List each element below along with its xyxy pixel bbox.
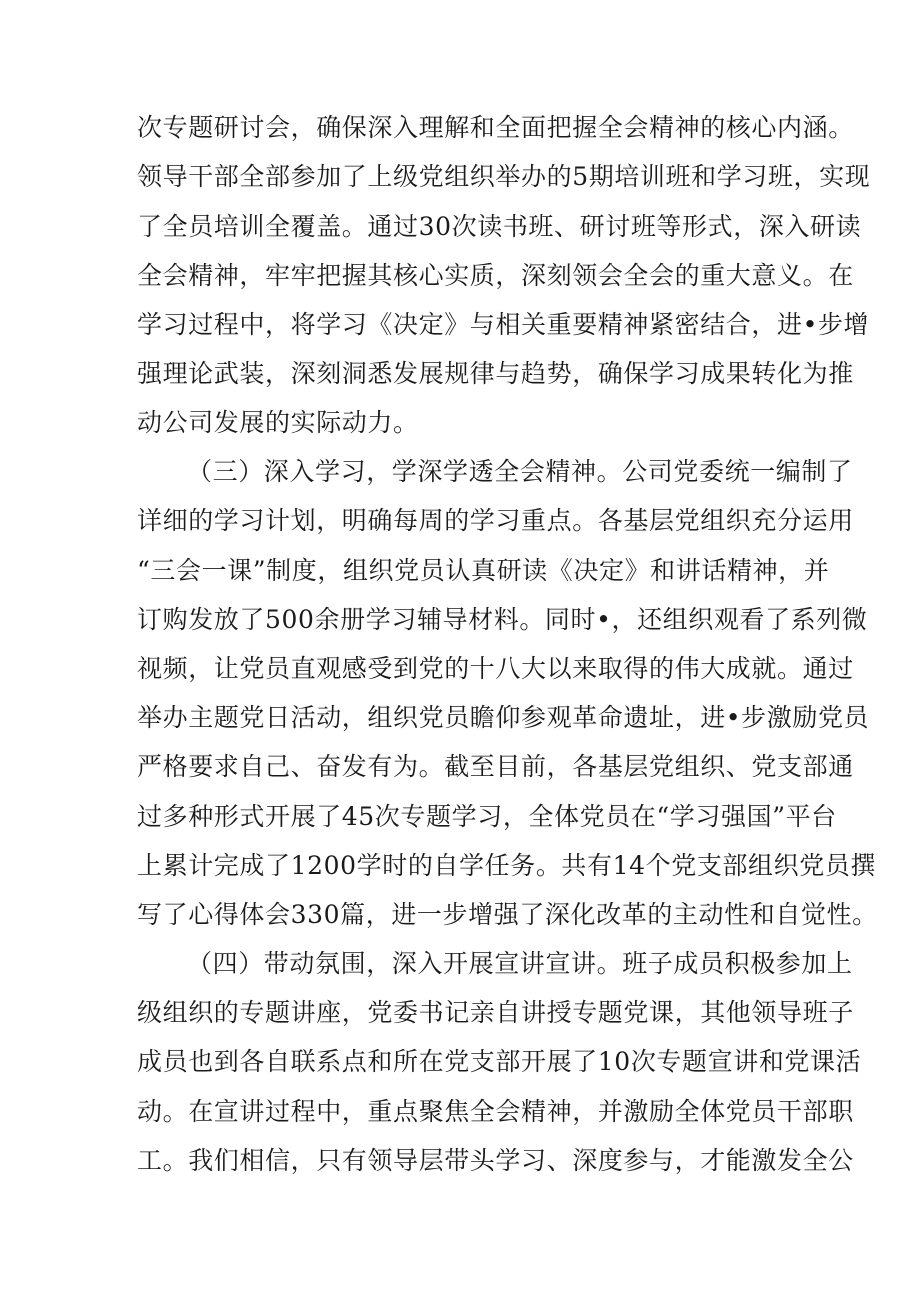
text-line: “三会一课”制度，组织党员认真研读《决定》和讲话精神，并 <box>137 556 830 585</box>
text-line: 上累计完成了1200学时的自学任务。共有14个党支部组织党员撰 <box>137 851 877 880</box>
text-line: 举办主题党日活动，组织党员瞻仰参观革命遗址，进•步激励党员 <box>137 703 870 732</box>
text-line: 次专题研讨会，确保深入理解和全面把握全会精神的核心内涵。 <box>137 113 854 142</box>
paragraph-heading-four: （四）带动氛围，深入开展宣讲宣讲。班子成员积极参加上 <box>187 949 853 978</box>
text-line: 级组织的专题讲座，党委书记亲自讲授专题党课，其他领导班子 <box>137 998 854 1027</box>
paragraph-heading-three: （三）深入学习，学深学透全会精神。公司党委统一编制了 <box>187 457 853 486</box>
text-line: 订购发放了500余册学习辅导材料。同时•，还组织观看了系列微 <box>137 605 868 634</box>
text-line: 全会精神，牢牢把握其核心实质，深刻领会全会的重大意义。在 <box>137 261 854 290</box>
text-line: 成员也到各自联系点和所在党支部开展了10次专题宣讲和党课活 <box>137 1047 862 1076</box>
text-line: 强理论武装，深刻洞悉发展规律与趋势，确保学习成果转化为推 <box>137 359 854 388</box>
text-line: 学习过程中，将学习《决定》与相关重要精神紧密结合，进•步增 <box>137 310 870 339</box>
text-line: 工。我们相信，只有领导层带头学习、深度参与，才能激发全公 <box>137 1146 854 1175</box>
text-line: 视频，让党员直观感受到党的十八大以来取得的伟大成就。通过 <box>137 654 854 683</box>
text-line: 过多种形式开展了45次专题学习，全体党员在“学习强国”平台 <box>137 802 837 831</box>
text-line: 写了心得体会330篇，进一步增强了深化改革的主动性和自觉性。 <box>137 900 878 929</box>
text-line: 动公司发展的实际动力。 <box>137 408 419 437</box>
text-line: 严格要求自己、奋发有为。截至目前，各基层党组织、党支部通 <box>137 752 854 781</box>
text-line: 详细的学习计划，明确每周的学习重点。各基层党组织充分运用 <box>137 506 854 535</box>
text-line: 领导干部全部参加了上级党组织举办的5期培训班和学习班，实现 <box>137 162 871 191</box>
text-line: 动。在宣讲过程中，重点聚焦全会精神，并激励全体党员干部职 <box>137 1097 854 1126</box>
text-line: 了全员培训全覆盖。通过30次读书班、研讨班等形式，深入研读 <box>137 212 862 241</box>
